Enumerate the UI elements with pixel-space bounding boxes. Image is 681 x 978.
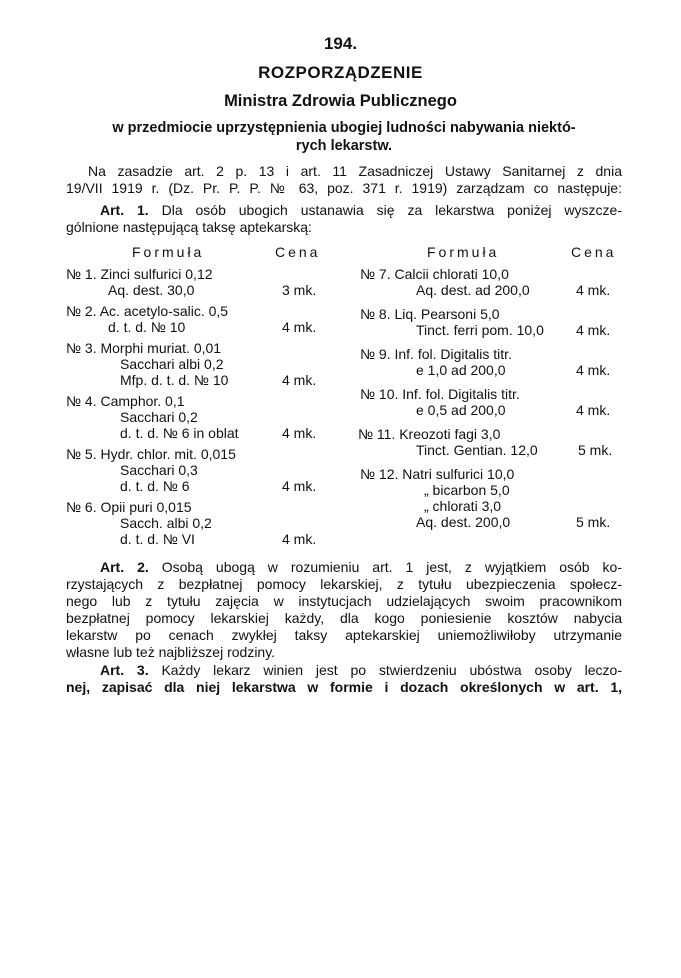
formula-line: Aq. dest. 200,0 bbox=[416, 514, 511, 530]
article-text: własne lub też najbliższej rodziny. bbox=[66, 644, 276, 660]
formula-line: Sacchari 0,3 bbox=[120, 462, 198, 478]
document-heading: ROZPORZĄDZENIE bbox=[258, 63, 423, 82]
formula-line: Tinct. Gentian. 12,0 bbox=[416, 442, 538, 458]
subject-line: rych lekarstw. bbox=[295, 138, 393, 154]
formula-line: № 12. Natri sulfurici 10,0 bbox=[360, 466, 515, 482]
formula-line: Sacch. albi 0,2 bbox=[120, 515, 212, 531]
formula-line: № 7. Calcii chlorati 10,0 bbox=[360, 266, 509, 282]
formula-price: 5 mk. bbox=[576, 514, 611, 530]
article-label: Art. 3. bbox=[100, 662, 149, 678]
intro-line: Na zasadzie art. 2 p. 13 i art. 11 Zasadniczej Ustawy Sanitarnej z dnia bbox=[88, 163, 622, 179]
formula-entry bbox=[66, 446, 236, 494]
article-text: rzystających z bezpłatnej pomocy lekarskiej, z tytułu ubezpieczenia społecz- bbox=[66, 576, 622, 592]
article-text: Każdy lekarz winien jest po stwierdzeniu ubóstwa osoby leczo- bbox=[161, 662, 622, 678]
formula-price: 4 mk. bbox=[282, 319, 317, 335]
formula-line: № 5. Hydr. chlor. mit. 0,015 bbox=[66, 446, 236, 462]
formula-price: 5 mk. bbox=[578, 442, 613, 458]
formula-line: № 6. Opii puri 0,015 bbox=[66, 499, 192, 515]
article-text: Osobą ubogą w rozumieniu art. 1 jest, z wyjątkiem osób ko- bbox=[161, 559, 622, 575]
formula-entry bbox=[66, 340, 228, 388]
formula-price: 4 mk. bbox=[576, 362, 611, 378]
formula-line: № 8. Liq. Pearsoni 5,0 bbox=[360, 306, 500, 322]
formula-entry bbox=[66, 303, 228, 335]
formula-line: Sacchari 0,2 bbox=[120, 409, 198, 425]
article-3 bbox=[66, 662, 622, 696]
intro-line: 19/VII 1919 r. (Dz. Pr. P. P. № 63, poz. 371 r. 1919) zarządzam co następuje: bbox=[66, 180, 622, 196]
document-subheading: Ministra Zdrowia Publicznego bbox=[224, 92, 457, 110]
column-header-formula: Formuła bbox=[427, 244, 500, 260]
formula-price: 4 mk. bbox=[282, 478, 317, 494]
formula-line: № 10. Inf. fol. Digitalis titr. bbox=[360, 386, 520, 402]
formula-line: № 1. Zinci sulfurici 0,12 bbox=[66, 266, 213, 282]
formula-price: 3 mk. bbox=[282, 282, 317, 298]
formula-line: № 4. Camphor. 0,1 bbox=[66, 393, 185, 409]
formula-line: Sacchari albi 0,2 bbox=[120, 356, 224, 372]
formula-entry bbox=[66, 393, 239, 441]
formula-line: e 0,5 ad 200,0 bbox=[416, 402, 506, 418]
article-text: bezpłatnej pomocy lekarskiej każdy, dla kogo poniesienie kosztów nabycia bbox=[66, 610, 622, 626]
formula-line: „ bicarbon 5,0 bbox=[424, 482, 510, 498]
formula-price: 4 mk. bbox=[282, 531, 317, 547]
formula-entry bbox=[360, 306, 544, 338]
formula-entry bbox=[360, 266, 530, 298]
formula-line: Aq. dest. ad 200,0 bbox=[416, 282, 530, 298]
formula-line: Tinct. ferri pom. 10,0 bbox=[416, 322, 544, 338]
formula-line: Mfp. d. t. d. № 10 bbox=[120, 372, 229, 388]
article-text: lekarstw po cenach zwykłej taksy aptekarskiej uniemożliwiłoby utrzymanie bbox=[66, 627, 622, 643]
column-header-price: Cena bbox=[275, 244, 321, 260]
article-2 bbox=[66, 559, 622, 661]
formula-price: 4 mk. bbox=[576, 282, 611, 298]
article-text: nej, zapisać dla niej lekarstwa w formie i dozach określonych w art. 1, bbox=[66, 679, 622, 695]
article-text: nego lub z tytułu zajęcia w instytucjach udzielających swoim pracownikom bbox=[66, 593, 622, 609]
formula-line: d. t. d. № 6 bbox=[120, 478, 190, 494]
formula-entry bbox=[66, 499, 212, 547]
article-1 bbox=[66, 202, 622, 236]
formula-price: 4 mk. bbox=[282, 372, 317, 388]
formula-price: 4 mk. bbox=[282, 425, 317, 441]
article-text: gólnione następującą taksę aptekarską: bbox=[66, 219, 312, 235]
subject-line: w przedmiocie uprzystępnienia ubogiej ludności nabywania niektó- bbox=[112, 120, 576, 136]
formula-line: d. t. d. № 10 bbox=[108, 319, 186, 335]
formula-line: № 2. Ac. acetylo-salic. 0,5 bbox=[66, 303, 229, 319]
formula-entry bbox=[360, 346, 512, 378]
formula-entry bbox=[66, 266, 213, 298]
formula-line: d. t. d. № 6 in oblat bbox=[120, 425, 239, 441]
formula-line: № 9. Inf. fol. Digitalis titr. bbox=[360, 346, 512, 362]
article-label: Art. 1. bbox=[100, 202, 149, 218]
formula-price: 4 mk. bbox=[576, 402, 611, 418]
formula-line: „ chlorati 3,0 bbox=[424, 498, 502, 514]
formula-line: e 1,0 ad 200,0 bbox=[416, 362, 506, 378]
formula-line: № 11. Kreozoti fagi 3,0 bbox=[358, 426, 501, 442]
formula-line: Aq. dest. 30,0 bbox=[108, 282, 195, 298]
formula-entry bbox=[360, 386, 520, 418]
article-text: Dla osób ubogich ustanawia się za lekarstwa poniżej wyszcze- bbox=[161, 202, 622, 218]
formula-price: 4 mk. bbox=[576, 322, 611, 338]
formula-line: d. t. d. № VI bbox=[120, 531, 195, 547]
intro-paragraph bbox=[66, 163, 622, 197]
column-header-formula: Formuła bbox=[132, 244, 205, 260]
column-header-price: Cena bbox=[571, 244, 617, 260]
formula-line: № 3. Morphi muriat. 0,01 bbox=[66, 340, 222, 356]
formula-entry bbox=[358, 426, 538, 458]
formula-entry bbox=[360, 466, 514, 530]
article-label: Art. 2. bbox=[100, 559, 149, 575]
page-number: 194. bbox=[323, 34, 358, 53]
document-subject bbox=[66, 119, 622, 155]
